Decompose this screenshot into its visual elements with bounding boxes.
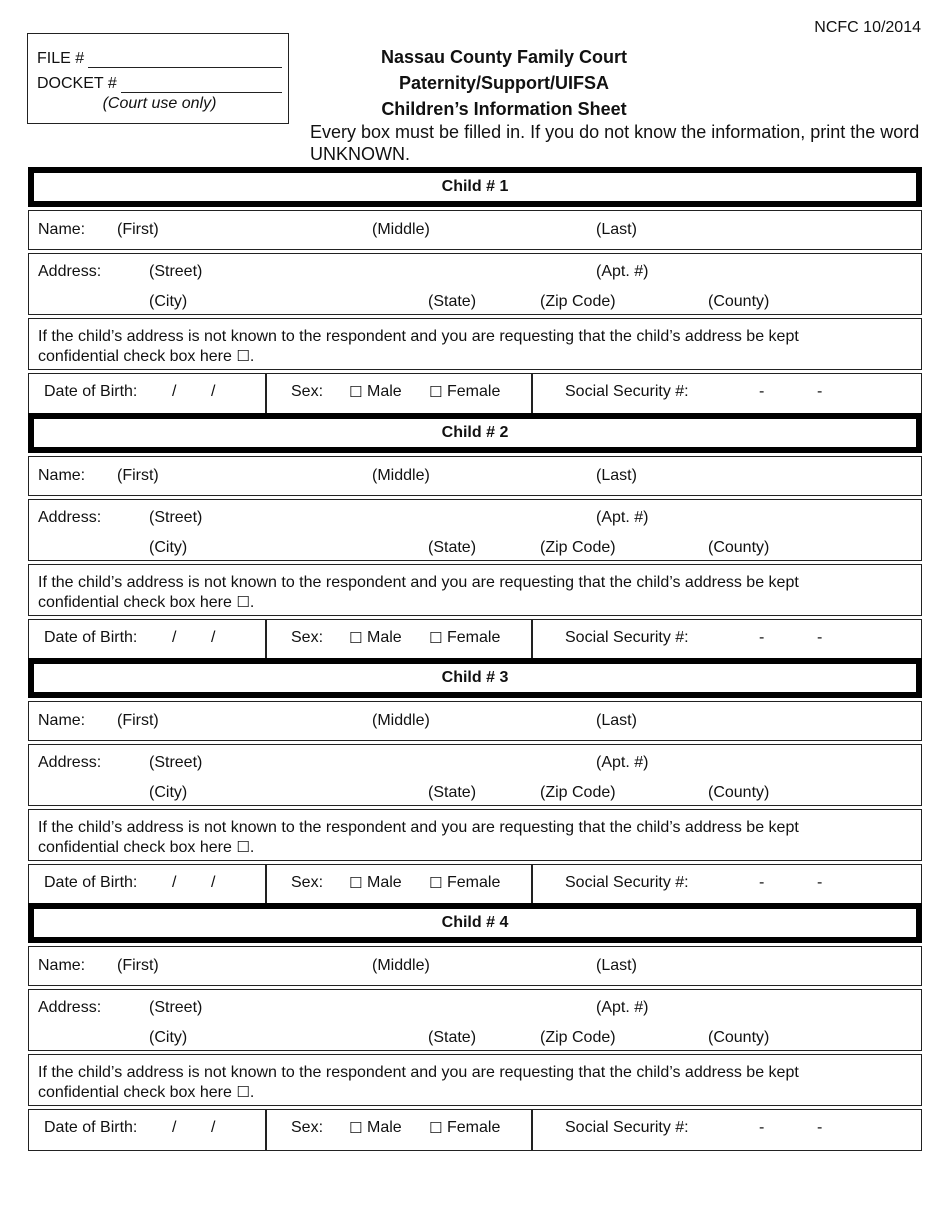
first-name-field[interactable]: (First) [117, 712, 159, 729]
zip-field[interactable]: (Zip Code) [540, 1029, 616, 1046]
dob-slash: / [172, 1119, 177, 1136]
address-row [28, 253, 922, 315]
dob-label: Date of Birth: [44, 874, 138, 891]
file-number-label: FILE # [37, 50, 85, 67]
county-field[interactable]: (County) [708, 539, 770, 556]
child-header: Child # 2 [28, 413, 922, 453]
form-title [310, 44, 698, 122]
ssn-dash: - [759, 629, 765, 646]
divider [531, 620, 533, 660]
apt-field[interactable]: (Apt. #) [596, 509, 649, 526]
street-field[interactable]: (Street) [149, 263, 203, 280]
last-name-field[interactable]: (Last) [596, 221, 637, 238]
title-sheet: Children’s Information Sheet [381, 99, 627, 119]
state-field[interactable]: (State) [428, 539, 477, 556]
confidential-statement [38, 327, 881, 367]
child-section-3 [28, 658, 922, 906]
dob-sex-ssn-row [28, 619, 922, 661]
middle-name-field[interactable]: (Middle) [372, 712, 430, 729]
dob-sex-ssn-row [28, 373, 922, 415]
ssn-label: Social Security #: [565, 874, 689, 891]
file-number-field[interactable] [88, 49, 282, 68]
dob-label: Date of Birth: [44, 629, 138, 646]
name-label: Name: [38, 712, 86, 729]
ssn-dash: - [817, 383, 823, 400]
dob-slash: / [172, 629, 177, 646]
ssn-dash: - [759, 383, 765, 400]
dob-slash: / [211, 874, 216, 891]
male-checkbox[interactable]: ☐ [349, 384, 363, 401]
first-name-field[interactable]: (First) [117, 957, 159, 974]
title-type: Paternity/Support/UIFSA [398, 73, 609, 93]
female-label: Female [447, 383, 501, 400]
instructions: Every box must be filled in. If you do not know the information, print the word UNKNOWN. [310, 122, 920, 164]
sex-label: Sex: [291, 629, 324, 646]
female-label: Female [447, 1119, 501, 1136]
docket-number-field[interactable] [121, 74, 282, 93]
name-label: Name: [38, 467, 86, 484]
ssn-dash: - [817, 1119, 823, 1136]
middle-name-field[interactable]: (Middle) [372, 957, 430, 974]
confidential-period: . [249, 1084, 255, 1101]
confidential-statement [38, 573, 881, 613]
street-field[interactable]: (Street) [149, 754, 203, 771]
divider [531, 865, 533, 905]
child-header: Child # 3 [28, 658, 922, 698]
name-row [28, 210, 922, 250]
confidential-text: If the child’s address is not known to the respondent and you are requesting that the child’s address be kept confidential check box here [38, 1064, 799, 1101]
male-label: Male [367, 874, 402, 891]
dob-slash: / [211, 629, 216, 646]
female-checkbox[interactable]: ☐ [429, 384, 443, 401]
confidential-row [28, 1054, 922, 1106]
zip-field[interactable]: (Zip Code) [540, 784, 616, 801]
male-checkbox[interactable]: ☐ [349, 630, 363, 647]
confidential-text: If the child’s address is not known to the respondent and you are requesting that the child’s address be kept confidential check box here [38, 328, 799, 365]
name-row [28, 456, 922, 496]
apt-field[interactable]: (Apt. #) [596, 999, 649, 1016]
middle-name-field[interactable]: (Middle) [372, 467, 430, 484]
last-name-field[interactable]: (Last) [596, 467, 637, 484]
confidential-statement [38, 1063, 881, 1103]
divider [265, 865, 267, 905]
male-label: Male [367, 1119, 402, 1136]
city-field[interactable]: (City) [149, 293, 188, 310]
confidential-statement [38, 818, 881, 858]
dob-sex-ssn-row [28, 1109, 922, 1151]
address-row [28, 744, 922, 806]
address-row [28, 989, 922, 1051]
dob-label: Date of Birth: [44, 383, 138, 400]
city-field[interactable]: (City) [149, 1029, 188, 1046]
address-label: Address: [38, 999, 102, 1016]
sex-label: Sex: [291, 383, 324, 400]
address-row [28, 499, 922, 561]
address-label: Address: [38, 509, 102, 526]
female-label: Female [447, 629, 501, 646]
confidential-checkbox[interactable]: ☐ [236, 594, 250, 611]
address-label: Address: [38, 754, 102, 771]
name-label: Name: [38, 221, 86, 238]
apt-field[interactable]: (Apt. #) [596, 754, 649, 771]
street-field[interactable]: (Street) [149, 999, 203, 1016]
dob-slash: / [211, 383, 216, 400]
confidential-row [28, 564, 922, 616]
male-checkbox[interactable]: ☐ [349, 875, 363, 892]
divider [265, 1110, 267, 1150]
dob-slash: / [172, 874, 177, 891]
sex-label: Sex: [291, 874, 324, 891]
sex-label: Sex: [291, 1119, 324, 1136]
court-use-box [27, 33, 289, 124]
street-field[interactable]: (Street) [149, 509, 203, 526]
ssn-label: Social Security #: [565, 1119, 689, 1136]
ssn-label: Social Security #: [565, 383, 689, 400]
name-label: Name: [38, 957, 86, 974]
docket-number-label: DOCKET # [37, 75, 117, 92]
female-checkbox[interactable]: ☐ [429, 630, 443, 647]
child-header: Child # 4 [28, 903, 922, 943]
dob-label: Date of Birth: [44, 1119, 138, 1136]
child-header: Child # 1 [28, 167, 922, 207]
ssn-label: Social Security #: [565, 629, 689, 646]
confidential-checkbox[interactable]: ☐ [236, 1084, 250, 1101]
file-number-line [37, 43, 282, 68]
dob-sex-ssn-row [28, 864, 922, 906]
ssn-dash: - [817, 874, 823, 891]
female-checkbox[interactable]: ☐ [429, 875, 443, 892]
dob-slash: / [172, 383, 177, 400]
confidential-text: If the child’s address is not known to the respondent and you are requesting that the child’s address be kept confidential check box here [38, 574, 799, 611]
state-field[interactable]: (State) [428, 1029, 477, 1046]
ssn-dash: - [759, 1119, 765, 1136]
state-field[interactable]: (State) [428, 293, 477, 310]
zip-field[interactable]: (Zip Code) [540, 539, 616, 556]
first-name-field[interactable]: (First) [117, 467, 159, 484]
child-section-1 [28, 167, 922, 415]
confidential-row [28, 809, 922, 861]
divider [265, 374, 267, 414]
confidential-text: If the child’s address is not known to the respondent and you are requesting that the child’s address be kept confidential check box here [38, 819, 799, 856]
state-field[interactable]: (State) [428, 784, 477, 801]
court-use-note: (Court use only) [102, 95, 217, 112]
divider [531, 374, 533, 414]
title-court: Nassau County Family Court [380, 47, 628, 67]
confidential-checkbox[interactable]: ☐ [236, 348, 250, 365]
first-name-field[interactable]: (First) [117, 221, 159, 238]
male-label: Male [367, 383, 402, 400]
last-name-field[interactable]: (Last) [596, 712, 637, 729]
divider [531, 1110, 533, 1150]
name-row [28, 946, 922, 986]
confidential-row [28, 318, 922, 370]
confidential-period: . [249, 594, 255, 611]
ssn-dash: - [759, 874, 765, 891]
female-checkbox[interactable]: ☐ [429, 1120, 443, 1137]
address-label: Address: [38, 263, 102, 280]
last-name-field[interactable]: (Last) [596, 957, 637, 974]
county-field[interactable]: (County) [708, 293, 770, 310]
divider [265, 620, 267, 660]
confidential-period: . [249, 839, 255, 856]
female-label: Female [447, 874, 501, 891]
child-section-2 [28, 413, 922, 661]
child-section-4 [28, 903, 922, 1151]
city-field[interactable]: (City) [149, 539, 188, 556]
docket-number-line [37, 68, 282, 93]
form-code: NCFC 10/2014 [814, 19, 921, 36]
county-field[interactable]: (County) [708, 784, 770, 801]
confidential-checkbox[interactable]: ☐ [236, 839, 250, 856]
zip-field[interactable]: (Zip Code) [540, 293, 616, 310]
male-label: Male [367, 629, 402, 646]
apt-field[interactable]: (Apt. #) [596, 263, 649, 280]
city-field[interactable]: (City) [149, 784, 188, 801]
confidential-period: . [249, 348, 255, 365]
male-checkbox[interactable]: ☐ [349, 1120, 363, 1137]
county-field[interactable]: (County) [708, 1029, 770, 1046]
dob-slash: / [211, 1119, 216, 1136]
middle-name-field[interactable]: (Middle) [372, 221, 430, 238]
ssn-dash: - [817, 629, 823, 646]
name-row [28, 701, 922, 741]
